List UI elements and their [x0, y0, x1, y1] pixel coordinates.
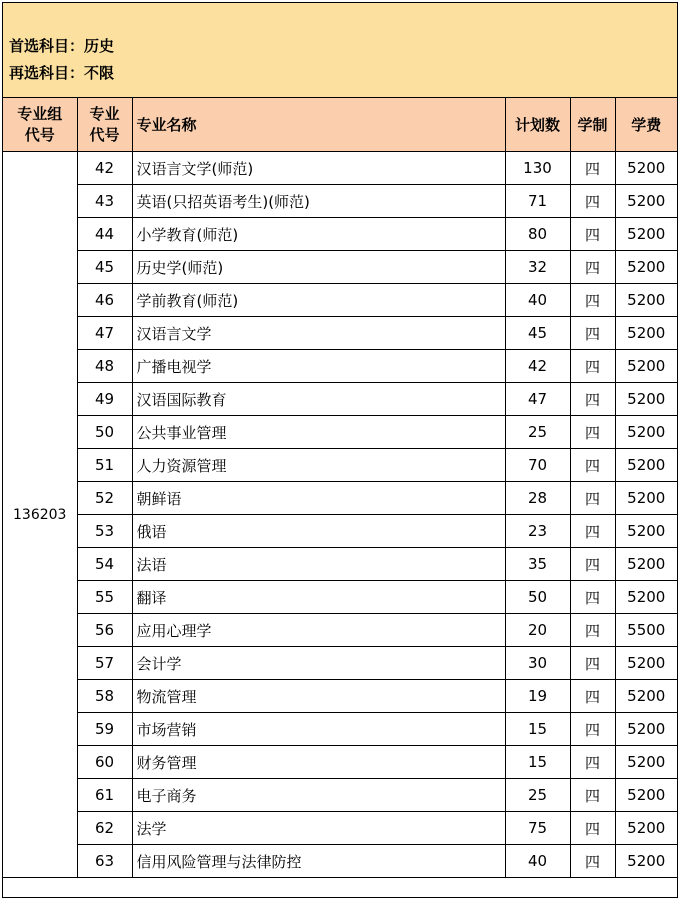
tuition-cell: 5200	[615, 383, 677, 416]
plan-count-cell: 32	[505, 251, 570, 284]
plan-count-cell: 30	[505, 647, 570, 680]
primary-subject-value: 历史	[84, 37, 115, 55]
major-code-cell: 53	[77, 515, 132, 548]
major-name-cell: 翻译	[132, 581, 505, 614]
table-row	[3, 317, 677, 350]
tuition-cell: 5200	[615, 416, 677, 449]
tuition-cell: 5200	[615, 680, 677, 713]
major-name-cell: 小学教育(师范)	[132, 218, 505, 251]
major-name-cell: 应用心理学	[132, 614, 505, 647]
major-name-cell: 市场营销	[132, 713, 505, 746]
major-code-cell: 59	[77, 713, 132, 746]
tuition-cell: 5200	[615, 218, 677, 251]
duration-cell: 四	[570, 152, 615, 185]
major-code-cell: 55	[77, 581, 132, 614]
plan-count-cell: 28	[505, 482, 570, 515]
major-code-cell: 56	[77, 614, 132, 647]
secondary-subject-value: 不限	[84, 64, 115, 82]
tuition-cell: 5200	[615, 350, 677, 383]
major-code-cell: 42	[77, 152, 132, 185]
table-row	[3, 251, 677, 284]
plan-count-cell: 15	[505, 746, 570, 779]
major-name-cell: 电子商务	[132, 779, 505, 812]
major-code-cell: 57	[77, 647, 132, 680]
plan-count-cell: 45	[505, 317, 570, 350]
tuition-cell: 5200	[615, 317, 677, 350]
major-code-cell: 51	[77, 449, 132, 482]
enrollment-document	[2, 2, 678, 898]
header-major-code: 专业 代号	[77, 98, 132, 152]
table-row	[3, 416, 677, 449]
major-name-cell: 汉语言文学	[132, 317, 505, 350]
tuition-cell: 5200	[615, 581, 677, 614]
major-code-cell: 60	[77, 746, 132, 779]
primary-subject-label: 首选科目：	[9, 37, 85, 55]
major-code-cell: 52	[77, 482, 132, 515]
plan-count-cell: 75	[505, 812, 570, 845]
major-name-cell: 学前教育(师范)	[132, 284, 505, 317]
major-code-cell: 43	[77, 185, 132, 218]
table-header-row	[3, 98, 677, 152]
major-code-cell: 46	[77, 284, 132, 317]
duration-cell: 四	[570, 548, 615, 581]
duration-cell: 四	[570, 680, 615, 713]
duration-cell: 四	[570, 218, 615, 251]
tuition-cell: 5200	[615, 779, 677, 812]
duration-cell: 四	[570, 251, 615, 284]
tuition-cell: 5200	[615, 482, 677, 515]
secondary-subject-line	[9, 62, 114, 83]
table-row	[3, 350, 677, 383]
tuition-cell: 5200	[615, 812, 677, 845]
table-row	[3, 548, 677, 581]
duration-cell: 四	[570, 581, 615, 614]
duration-cell: 四	[570, 647, 615, 680]
plan-count-cell: 70	[505, 449, 570, 482]
plan-count-cell: 80	[505, 218, 570, 251]
plan-count-cell: 130	[505, 152, 570, 185]
header-plan-count: 计划数	[505, 98, 570, 152]
table-row	[3, 614, 677, 647]
table-row	[3, 779, 677, 812]
table-row	[3, 284, 677, 317]
duration-cell: 四	[570, 350, 615, 383]
duration-cell: 四	[570, 746, 615, 779]
duration-cell: 四	[570, 185, 615, 218]
duration-cell: 四	[570, 416, 615, 449]
major-name-cell: 会计学	[132, 647, 505, 680]
table-row	[3, 185, 677, 218]
major-code-cell: 49	[77, 383, 132, 416]
table-row	[3, 845, 677, 878]
table-row	[3, 383, 677, 416]
duration-cell: 四	[570, 383, 615, 416]
plan-count-cell: 25	[505, 779, 570, 812]
major-name-cell: 公共事业管理	[132, 416, 505, 449]
subject-requirements-box	[3, 3, 677, 98]
major-code-cell: 61	[77, 779, 132, 812]
major-code-cell: 62	[77, 812, 132, 845]
duration-cell: 四	[570, 713, 615, 746]
table-row	[3, 515, 677, 548]
duration-cell: 四	[570, 284, 615, 317]
tuition-cell: 5200	[615, 251, 677, 284]
plan-count-cell: 71	[505, 185, 570, 218]
majors-table	[3, 98, 677, 878]
plan-count-cell: 47	[505, 383, 570, 416]
plan-count-cell: 19	[505, 680, 570, 713]
tuition-cell: 5200	[615, 845, 677, 878]
major-name-cell: 物流管理	[132, 680, 505, 713]
major-code-cell: 50	[77, 416, 132, 449]
duration-cell: 四	[570, 482, 615, 515]
table-row	[3, 812, 677, 845]
tuition-cell: 5200	[615, 713, 677, 746]
major-name-cell: 信用风险管理与法律防控	[132, 845, 505, 878]
duration-cell: 四	[570, 449, 615, 482]
table-row	[3, 581, 677, 614]
table-row	[3, 218, 677, 251]
plan-count-cell: 50	[505, 581, 570, 614]
major-code-cell: 58	[77, 680, 132, 713]
duration-cell: 四	[570, 515, 615, 548]
major-name-cell: 英语(只招英语考生)(师范)	[132, 185, 505, 218]
duration-cell: 四	[570, 614, 615, 647]
major-code-cell: 45	[77, 251, 132, 284]
major-name-cell: 法学	[132, 812, 505, 845]
major-name-cell: 汉语言文学(师范)	[132, 152, 505, 185]
tuition-cell: 5200	[615, 185, 677, 218]
tuition-cell: 5200	[615, 284, 677, 317]
group-code-cell: 136203	[3, 152, 77, 878]
tuition-cell: 5200	[615, 746, 677, 779]
duration-cell: 四	[570, 845, 615, 878]
tuition-cell: 5200	[615, 548, 677, 581]
duration-cell: 四	[570, 812, 615, 845]
plan-count-cell: 15	[505, 713, 570, 746]
major-code-cell: 44	[77, 218, 132, 251]
major-code-cell: 54	[77, 548, 132, 581]
header-tuition: 学费	[615, 98, 677, 152]
table-row	[3, 449, 677, 482]
major-code-cell: 47	[77, 317, 132, 350]
major-code-cell: 63	[77, 845, 132, 878]
plan-count-cell: 42	[505, 350, 570, 383]
tuition-cell: 5200	[615, 647, 677, 680]
major-name-cell: 广播电视学	[132, 350, 505, 383]
major-name-cell: 俄语	[132, 515, 505, 548]
tuition-cell: 5200	[615, 515, 677, 548]
plan-count-cell: 40	[505, 284, 570, 317]
header-group-code: 专业组 代号	[3, 98, 77, 152]
table-row	[3, 152, 677, 185]
plan-count-cell: 25	[505, 416, 570, 449]
plan-count-cell: 23	[505, 515, 570, 548]
tuition-cell: 5500	[615, 614, 677, 647]
table-row	[3, 713, 677, 746]
header-duration: 学制	[570, 98, 615, 152]
secondary-subject-label: 再选科目：	[9, 64, 85, 82]
table-row	[3, 680, 677, 713]
duration-cell: 四	[570, 779, 615, 812]
tuition-cell: 5200	[615, 152, 677, 185]
major-name-cell: 汉语国际教育	[132, 383, 505, 416]
table-row	[3, 746, 677, 779]
plan-count-cell: 40	[505, 845, 570, 878]
table-row	[3, 482, 677, 515]
major-name-cell: 财务管理	[132, 746, 505, 779]
major-name-cell: 历史学(师范)	[132, 251, 505, 284]
major-name-cell: 人力资源管理	[132, 449, 505, 482]
major-name-cell: 法语	[132, 548, 505, 581]
tuition-cell: 5200	[615, 449, 677, 482]
header-major-name: 专业名称	[132, 98, 505, 152]
major-name-cell: 朝鲜语	[132, 482, 505, 515]
major-code-cell: 48	[77, 350, 132, 383]
primary-subject-line	[9, 35, 114, 56]
table-row	[3, 647, 677, 680]
plan-count-cell: 20	[505, 614, 570, 647]
duration-cell: 四	[570, 317, 615, 350]
table-body	[3, 152, 677, 878]
plan-count-cell: 35	[505, 548, 570, 581]
